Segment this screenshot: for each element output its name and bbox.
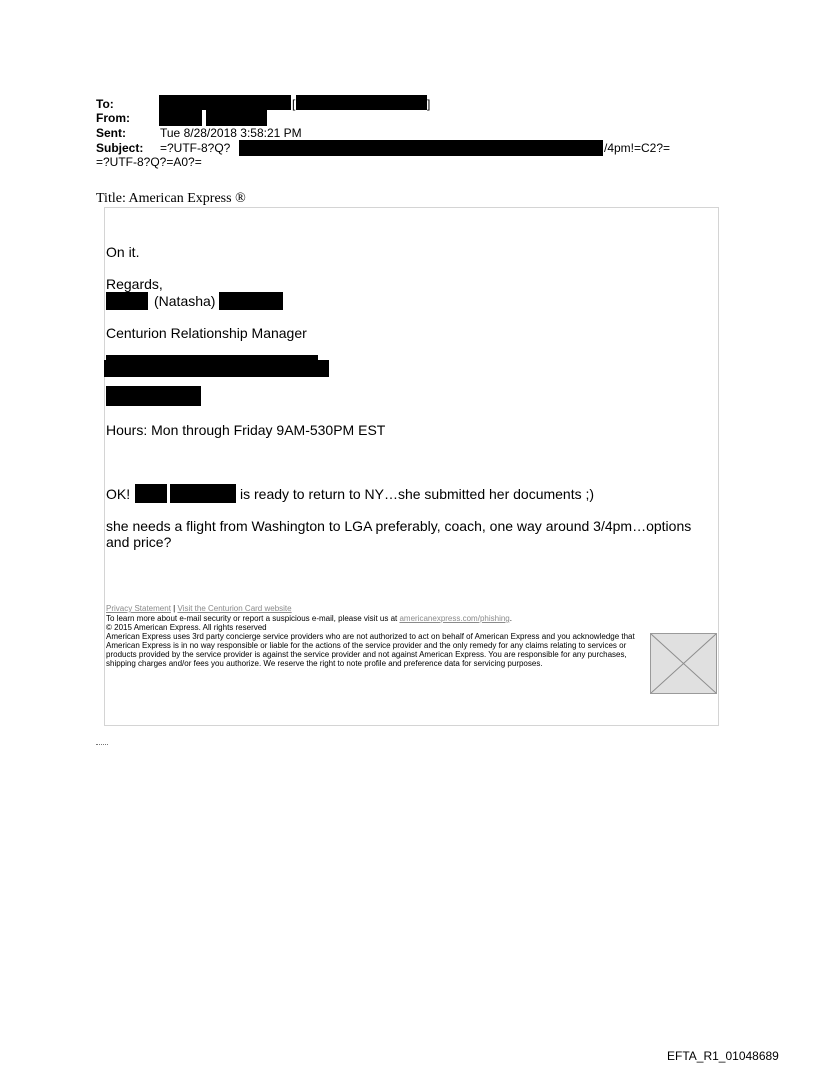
subject-suffix: /4pm!=C2?= xyxy=(604,141,671,155)
redaction-signature-first xyxy=(106,292,148,310)
phishing-link[interactable]: americanexpress.com/phishing xyxy=(399,614,510,623)
security-text: To learn more about e-mail security or report a suspicious e-mail, please visit us at xyxy=(106,614,398,623)
to-bracket-close: ] xyxy=(427,97,431,111)
bates-number: EFTA_R1_01048689 xyxy=(667,1049,779,1063)
footer-links xyxy=(106,604,292,613)
flight-request: she needs a flight from Washington to LGA preferably, coach, one way around 3/4pm…options and price? xyxy=(106,518,692,550)
subject-prefix: =?UTF-8?Q? xyxy=(160,141,231,155)
security-notice xyxy=(106,614,512,623)
redaction-from-first xyxy=(159,110,202,126)
security-period: . xyxy=(509,614,512,623)
disclaimer-text: American Express uses 3rd party concierge service providers who are not authorized to act on behalf of American Express and you acknowledge that American Express is in no way responsible or liable for the actions of the service provider and the only remedy for any claims relating to services or products provided by the service provider is against the service provider and not against American Express. You are responsible for any purchases, shipping charges and/or fees you authorize. We reserve the right to note profile and preference data for servicing purposes. xyxy=(106,632,635,668)
from-label: From: xyxy=(96,111,130,125)
copyright-text: © 2015 American Express. All rights reserved xyxy=(106,623,267,632)
page-title: Title: American Express ® xyxy=(96,191,246,206)
subject-label: Subject: xyxy=(96,141,144,155)
regards-text: Regards, xyxy=(106,276,163,292)
ok-prefix: OK! xyxy=(106,486,131,502)
redaction-address-2 xyxy=(104,360,329,377)
hours-text: Hours: Mon through Friday 9AM-530PM EST xyxy=(106,422,386,438)
message-line1: On it. xyxy=(106,244,140,260)
trailing-mark xyxy=(96,744,108,746)
privacy-statement-link[interactable]: Privacy Statement xyxy=(106,604,171,613)
redaction-client-first xyxy=(135,484,167,503)
redaction-to-email xyxy=(296,95,427,110)
redaction-client-last xyxy=(170,484,236,503)
image-placeholder-icon xyxy=(650,633,717,694)
sent-label: Sent: xyxy=(96,126,126,140)
sent-value: Tue 8/28/2018 3:58:21 PM xyxy=(160,126,302,140)
redaction-from-last xyxy=(206,110,267,126)
subject-line2: =?UTF-8?Q?=A0?= xyxy=(96,155,202,169)
redaction-subject xyxy=(239,140,603,156)
redaction-phone xyxy=(106,386,201,406)
signature-role: Centurion Relationship Manager xyxy=(106,325,307,341)
to-label: To: xyxy=(96,97,114,111)
centurion-website-link[interactable]: Visit the Centurion Card website xyxy=(177,604,292,613)
to-bracket-open: [ xyxy=(292,97,296,111)
redaction-signature-last xyxy=(219,292,283,310)
signature-nickname: (Natasha) xyxy=(154,293,216,309)
footer-separator: | xyxy=(173,604,176,613)
redaction-to-name xyxy=(159,95,291,110)
ok-message: is ready to return to NY…she submitted her documents ;) xyxy=(240,486,595,502)
